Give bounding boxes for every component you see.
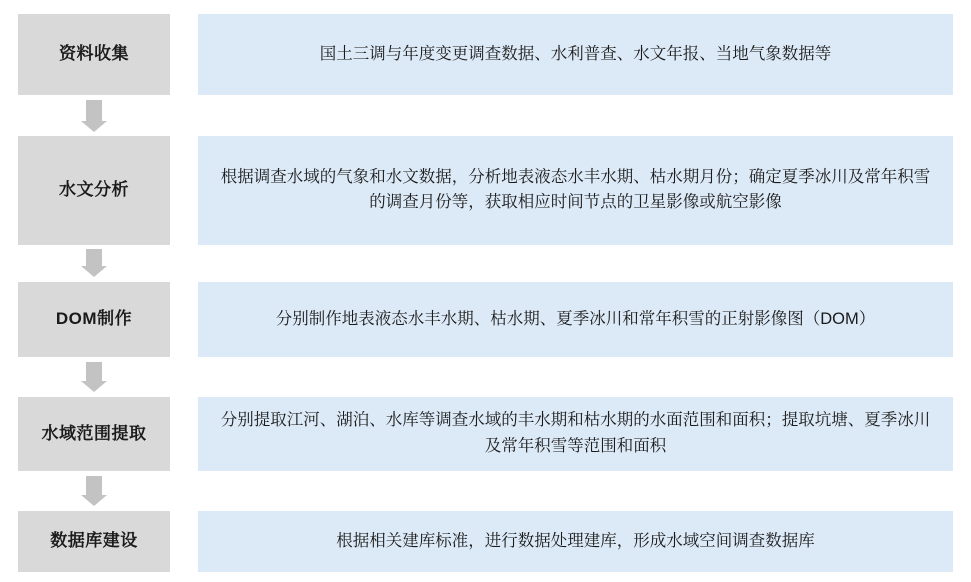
arrow-row-3	[18, 357, 953, 396]
stage-box-2: 水文分析	[18, 136, 170, 244]
description-cell-1	[198, 14, 953, 95]
stage-cell-5	[18, 511, 170, 572]
arrow-shaft-4	[86, 476, 102, 495]
description-cell-5	[198, 511, 953, 572]
spacer-3	[170, 282, 198, 357]
description-text-4: 分别提取江河、湖泊、水库等调查水域的丰水期和枯水期的水面范围和面积；提取坑塘、夏季冰川及常年积雪等范围和面积	[220, 411, 931, 455]
flow-step-2	[18, 136, 953, 244]
down-arrow-icon-2	[81, 249, 107, 277]
description-box-5	[198, 511, 953, 572]
arrow-head-1	[81, 121, 107, 132]
arrow-row-4	[18, 471, 953, 510]
description-box-3	[198, 282, 953, 357]
spacer-4	[170, 397, 198, 472]
stage-box-1: 资料收集	[18, 14, 170, 95]
stage-cell-2	[18, 136, 170, 244]
flow-step-4	[18, 397, 953, 472]
arrow-head-3	[81, 381, 107, 392]
down-arrow-icon-4	[81, 476, 107, 506]
arrow-shaft-3	[86, 362, 102, 381]
arrow-head-2	[81, 266, 107, 277]
description-cell-3	[198, 282, 953, 357]
arrow-row-2	[18, 245, 953, 282]
stage-box-3: DOM制作	[18, 282, 170, 357]
arrow-cell-4	[18, 471, 170, 510]
spacer-1	[170, 14, 198, 95]
stage-box-4: 水域范围提取	[18, 397, 170, 472]
arrow-cell-3	[18, 357, 170, 396]
arrow-cell-1	[18, 95, 170, 136]
description-cell-4	[198, 397, 953, 472]
arrow-head-4	[81, 495, 107, 506]
description-text-3: 分别制作地表液态水丰水期、枯水期、夏季冰川和常年积雪的正射影像图（DOM）	[275, 309, 876, 328]
spacer-2	[170, 136, 198, 244]
flow-step-5	[18, 511, 953, 572]
stage-cell-1	[18, 14, 170, 95]
description-box-1	[198, 14, 953, 95]
arrow-shaft-2	[86, 249, 102, 266]
arrow-cell-2	[18, 245, 170, 282]
description-text-5: 根据相关建库标准，进行数据处理建库，形成水域空间调查数据库	[336, 531, 815, 550]
flow-step-1	[18, 14, 953, 95]
arrow-shaft-1	[86, 100, 102, 121]
flow-step-3	[18, 282, 953, 357]
down-arrow-icon-3	[81, 362, 107, 392]
stage-cell-4	[18, 397, 170, 472]
description-cell-2	[198, 136, 953, 244]
stage-box-5: 数据库建设	[18, 511, 170, 572]
spacer-5	[170, 511, 198, 572]
description-box-2	[198, 136, 953, 244]
description-box-4	[198, 397, 953, 472]
arrow-row-1	[18, 95, 953, 136]
description-text-1: 国土三调与年度变更调查数据、水利普查、水文年报、当地气象数据等	[319, 44, 832, 63]
down-arrow-icon-1	[81, 100, 107, 132]
description-text-2: 根据调查水域的气象和水文数据，分析地表液态水丰水期、枯水期月份；确定夏季冰川及常年积雪的调查月份等，获取相应时间节点的卫星影像或航空影像	[220, 167, 931, 212]
stage-cell-3	[18, 282, 170, 357]
